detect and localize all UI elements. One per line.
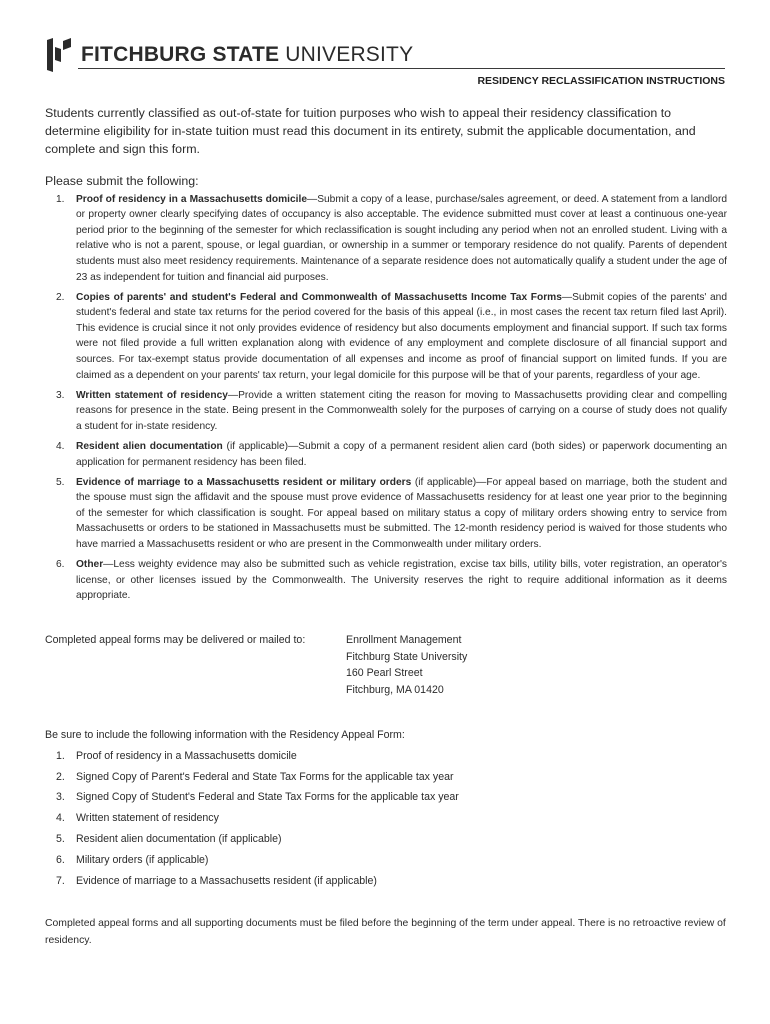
- checklist-item: 7. Evidence of marriage to a Massachusetts resident (if applicable): [56, 874, 377, 887]
- footer-note: Completed appeal forms and all supporting documents must be filed before the beginning of the term under appeal. There is no retroactive review of residency.: [45, 918, 726, 947]
- requirement-title: Written statement of residency: [76, 389, 228, 401]
- checklist-item-text: Evidence of marriage to a Massachusetts resident (if applicable): [76, 874, 377, 887]
- address-line: Enrollment Management: [346, 633, 462, 646]
- checklist-item-text: Military orders (if applicable): [76, 853, 209, 866]
- document-title: RESIDENCY RECLASSIFICATION INSTRUCTIONS: [477, 75, 725, 87]
- requirement-item: 2. Copies of parents' and student's Federal and Commonwealth of Massachusetts Income Tax Forms—Submit copies of the parents' and student's federal and state tax returns for the period covered for the basis of this appeal (i.e., in most cases the recent tax return filed last April). This evidence is crucial since it not only provides evidence of residency but also documents employment and financial support. If such tax forms were not filed provide a full written explanation along with evidence of any employment and complete disclosure of all financial support and sources. For tax-exempt status provide documentation of all expenses and income as proof of financial support on limited funds. If you are claimed as a dependent on your parents' tax return, your legal domicile for this purpose will be that of your parents, regardless of your age.: [56, 291, 727, 381]
- requirement-body: —Submit copies of the parents' and student's federal and state tax returns for the period covered for the basis of this appeal (i.e., in most cases the recent tax return filed last April). This evidence is crucial since it not only provides evidence of residency but also documents employment and financial support. If such tax forms were not filed provide a full written explanation along with evidence of any employment and complete disclosure of all financial support and sources. For tax-exempt status provide documentation of all expenses and income as proof of financial support on limited funds. If you are claimed as a dependent on your parents' tax return, your legal domicile for this purpose will be that of your parents, regardless of your age.: [76, 291, 727, 381]
- requirement-body: —Provide a written statement citing the reason for moving to Massachusetts providing clear and compelling reasons for presence in the state. Being present in the Commonwealth solely for the purposes of carrying on a course of study does not qualify a student for in-state residency.: [76, 389, 727, 432]
- requirements-list: [45, 192, 727, 604]
- university-logo: [45, 38, 413, 72]
- requirement-item: 5. Evidence of marriage to a Massachusetts resident or military orders (if applicable)—For appeal based on marriage, both the student and the spouse must sign the affidavit and the spouse must prove evidence of Massachusetts residency for at least one year prior to the beginning of the semester for which classification is sought. For appeal based on military status a copy of military orders showing entry to service from Massachusetts or orders to be stationed in Massachusetts must be submitted. The 12-month residency period is waived for those students who have married a Massachusetts resident or who are present in the Commonwealth under military orders.: [56, 476, 727, 551]
- checklist-item: 6. Military orders (if applicable): [56, 853, 209, 866]
- checklist-item: 2. Signed Copy of Parent's Federal and State Tax Forms for the applicable tax year: [56, 770, 454, 783]
- requirement-note: (if applicable): [222, 441, 289, 453]
- logo-bold-text: FITCHBURG STATE: [81, 43, 280, 66]
- checklist-item-text: Resident alien documentation (if applicable): [76, 832, 282, 845]
- checklist-item: 3. Signed Copy of Student's Federal and State Tax Forms for the applicable tax year: [56, 791, 459, 804]
- address-line: 160 Pearl Street: [346, 667, 423, 680]
- requirement-title: Evidence of marriage to a Massachusetts resident or military orders: [76, 476, 412, 488]
- requirement-title: Other: [76, 559, 104, 571]
- requirement-title: Copies of parents' and student's Federal and Commonwealth of Massachusetts Income Tax Forms: [76, 291, 562, 303]
- requirement-note: (if applicable): [411, 476, 477, 488]
- delivery-label: Completed appeal forms may be delivered or mailed to:: [45, 633, 306, 646]
- requirement-item: 4. Resident alien documentation (if applicable)—Submit a copy of a permanent resident alien card (both sides) or paperwork documenting an application for permanent residency has been filed.: [56, 441, 727, 468]
- checklist: [45, 746, 727, 892]
- address-line: Fitchburg, MA 01420: [346, 684, 444, 697]
- requirement-body: —Submit a copy of a permanent resident alien card (both sides) or paperwork documenting an application for permanent residency has been filed.: [76, 441, 727, 468]
- header-rule: [78, 68, 725, 69]
- checklist-item-text: Signed Copy of Student's Federal and State Tax Forms for the applicable tax year: [76, 791, 459, 804]
- mailing-address: [346, 632, 467, 699]
- requirement-title: Resident alien documentation: [76, 441, 223, 453]
- checklist-item: 5. Resident alien documentation (if applicable): [56, 832, 282, 845]
- logo-wordmark: [81, 43, 413, 67]
- submit-heading: Please submit the following:: [45, 173, 199, 188]
- requirement-body: —Submit a copy of a lease, purchase/sales agreement, or deed. A statement from a landlord or property owner clearly specifying dates of occupancy is also acceptable. The evidence submitted must cover at least a continuous one-year period prior to the beginning of the semester for which reclassification is sought including any period when not an enrolled student. Living with a relative who is not a parent, spouse, or legal guardian, or ownership in a summer or temporary residence do not qualify. Parents of dependent students must also meet residency requirements. Maintenance of a separate residence does not automatically qualify a student under the age of 23 as independent for tuition and financial aid purposes.: [76, 193, 727, 283]
- document-body: [45, 104, 727, 949]
- checklist-item-text: Signed Copy of Parent's Federal and State Tax Forms for the applicable tax year: [76, 770, 454, 783]
- requirement-item: 3. Written statement of residency—Provide a written statement citing the reason for moving to Massachusetts providing clear and compelling reasons for presence in the state. Being present in the Commonwealth solely for the purposes of carrying on a course of study does not qualify a student for in-state residency.: [56, 389, 727, 432]
- requirement-body: —For appeal based on marriage, both the student and the spouse must sign the affidavit and the spouse must prove evidence of Massachusetts residency for at least one year prior to the beginning of the semester for which classification is sought. For appeal based on military status a copy of military orders showing entry to service from Massachusetts or orders to be stationed in Massachusetts must be submitted. The 12-month residency period is waived for those students who have married a Massachusetts resident or who are present in the Commonwealth under military orders.: [76, 476, 727, 551]
- checklist-item-text: Written statement of residency: [76, 812, 219, 825]
- requirement-item: 1. Proof of residency in a Massachusetts domicile—Submit a copy of a lease, purchase/sales agreement, or deed. A statement from a landlord or property owner clearly specifying dates of occupancy is also acceptable. The evidence submitted must cover at least a continuous one-year period prior to the beginning of the semester for which reclassification is sought including any period when not an enrolled student. Living with a relative who is not a parent, spouse, or legal guardian, or ownership in a summer or temporary residence do not qualify. Parents of dependent students must also meet residency requirements. Maintenance of a separate residence does not automatically qualify a student under the age of 23 as independent for tuition and financial aid purposes.: [56, 193, 727, 283]
- requirement-title: Proof of residency in a Massachusetts domicile: [76, 193, 307, 205]
- checklist-item-text: Proof of residency in a Massachusetts domicile: [76, 749, 297, 762]
- requirement-body: —Less weighty evidence may also be submitted such as vehicle registration, excise tax bills, utility bills, voter registration, an operator's license, or other licenses issued by the Commonwealth. The University reserves the right to require additional information as it deems appropriate.: [76, 559, 727, 602]
- delivery-section: [45, 632, 727, 699]
- requirement-item: 6. Other—Less weighty evidence may also be submitted such as vehicle registration, excise tax bills, utility bills, voter registration, an operator's license, or other licenses issued by the Commonwealth. The University reserves the right to require additional information as it deems appropriate.: [56, 559, 727, 602]
- checklist-item: 4. Written statement of residency: [56, 812, 219, 825]
- fitchburg-logo-mark-icon: [45, 38, 73, 72]
- logo-regular-text: UNIVERSITY: [285, 43, 414, 66]
- address-line: Fitchburg State University: [346, 650, 468, 663]
- intro-paragraph: Students currently classified as out-of-state for tuition purposes who wish to appeal their residency classification to determine eligibility for in-state tuition must read this document in its entirety, submit the applicable documentation, and complete and sign this form.: [45, 106, 696, 157]
- checklist-item: 1. Proof of residency in a Massachusetts domicile: [56, 749, 297, 762]
- checklist-intro: Be sure to include the following information with the Residency Appeal Form:: [45, 728, 405, 741]
